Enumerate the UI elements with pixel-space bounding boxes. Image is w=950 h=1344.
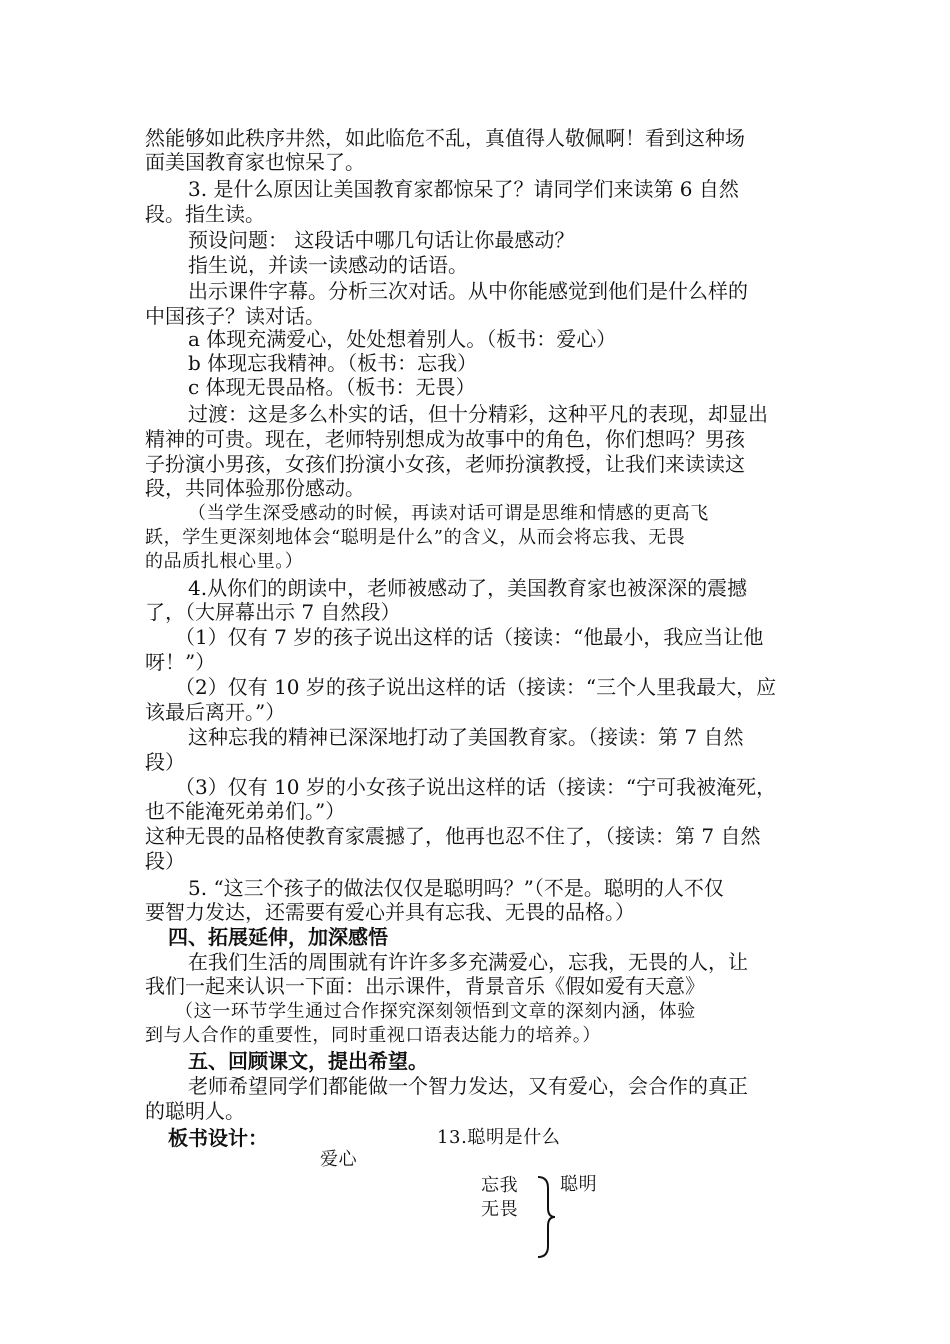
text-line: 段） — [145, 750, 185, 774]
text-line: 指生说，并读一读感动的话语。 — [188, 253, 468, 277]
board-title: 13.聪明是什么 — [437, 1127, 561, 1148]
text-line: 子扮演小男孩，女孩们扮演小女孩，老师扮演教授，让我们来读读这 — [145, 452, 745, 476]
text-line: 然能够如此秩序井然，如此临危不乱，真值得人敬佩啊！看到这种场 — [145, 126, 745, 150]
text-line: 这种无畏的品格使教育家震撼了，他再也忍不住了，（接读：第 7 自然 — [145, 824, 761, 848]
text-line: 老师希望同学们都能做一个智力发达，又有爱心，会合作的真正 — [188, 1074, 748, 1098]
text-line: 到与人合作的重要性，同时重视口语表达能力的培养。） — [145, 1025, 601, 1046]
text-line: 段。指生读。 — [145, 202, 265, 226]
text-line: 中国孩子？读对话。 — [145, 304, 325, 328]
text-line: 的品质扎根心里。） — [145, 551, 304, 572]
text-line: （1）仅有 7 岁的孩子说出这样的话（接读：“他最小，我应当让他 — [175, 625, 764, 649]
text-line: 过渡：这是多么朴实的话，但十分精彩，这种平凡的表现，却显出 — [188, 402, 768, 426]
text-line: 要智力发达，还需要有爱心并具有忘我、无畏的品格。） — [145, 900, 635, 924]
text-line: 面美国教育家也惊呆了。 — [145, 150, 365, 174]
board-result: 聪明 — [560, 1174, 598, 1195]
board-item-selfless: 忘我 — [481, 1175, 519, 1196]
board-item-love: 爱心 — [320, 1149, 358, 1170]
text-line: 的聪明人。 — [145, 1099, 245, 1123]
text-line: b 体现忘我精神。（板书：忘我） — [188, 351, 478, 375]
text-line: （3）仅有 10 岁的小女孩子说出这样的话（接读：“宁可我被淹死， — [175, 775, 777, 799]
right-brace-icon — [532, 1174, 558, 1260]
section-heading: 五、回顾课文，提出希望。 — [188, 1049, 428, 1073]
text-line: 跃，学生更深刻地体会“聪明是什么”的含义，从而会将忘我、无畏 — [145, 527, 686, 548]
text-line: 段，共同体验那份感动。 — [145, 476, 365, 500]
board-item-fearless: 无畏 — [481, 1199, 519, 1220]
board-design-label: 板书设计： — [168, 1126, 268, 1150]
text-line: 在我们生活的周围就有许许多多充满爱心，忘我，无畏的人，让 — [188, 950, 748, 974]
text-line: 5. “这三个孩子的做法仅仅是聪明吗？”（不是。聪明的人不仅 — [188, 876, 724, 900]
text-line: c 体现无畏品格。（板书：无畏） — [188, 375, 476, 399]
text-line: （2）仅有 10 岁的孩子说出这样的话（接读：“三个人里我最大，应 — [175, 675, 777, 699]
section-heading: 四、拓展延伸，加深感悟 — [168, 925, 388, 949]
text-line: 出示课件字幕。分析三次对话。从中你能感觉到他们是什么样的 — [188, 279, 748, 303]
text-line: a 体现充满爱心，处处想着别人。（板书：爱心） — [188, 327, 617, 351]
text-line: 我们一起来认识一下面：出示课件，背景音乐《假如爱有天意》 — [145, 974, 705, 998]
text-line: 精神的可贵。现在，老师特别想成为故事中的角色，你们想吗？男孩 — [145, 427, 745, 451]
text-line: 该最后离开。”） — [145, 700, 286, 724]
text-line: （这一环节学生通过合作探究深刻领悟到文章的深刻内涵，体验 — [175, 1001, 696, 1022]
text-line: 3. 是什么原因让美国教育家都惊呆了？请同学们来读第 6 自然 — [188, 177, 739, 201]
text-line: 也不能淹死弟弟们。”） — [145, 799, 346, 823]
text-line: 4.从你们的朗读中，老师被感动了，美国教育家也被深深的震撼 — [188, 576, 748, 600]
text-line: 段） — [145, 849, 185, 873]
text-line: 呀！”） — [145, 650, 216, 674]
text-line: 这种忘我的精神已深深地打动了美国教育家。（接读：第 7 自然 — [188, 725, 744, 749]
text-line: 预设问题： 这段话中哪几句话让你最感动？ — [188, 228, 575, 252]
text-line: （当学生深受感动的时候，再读对话可谓是思维和情感的更高飞 — [188, 503, 709, 524]
text-line: 了，（大屏幕出示 7 自然段） — [145, 600, 401, 624]
